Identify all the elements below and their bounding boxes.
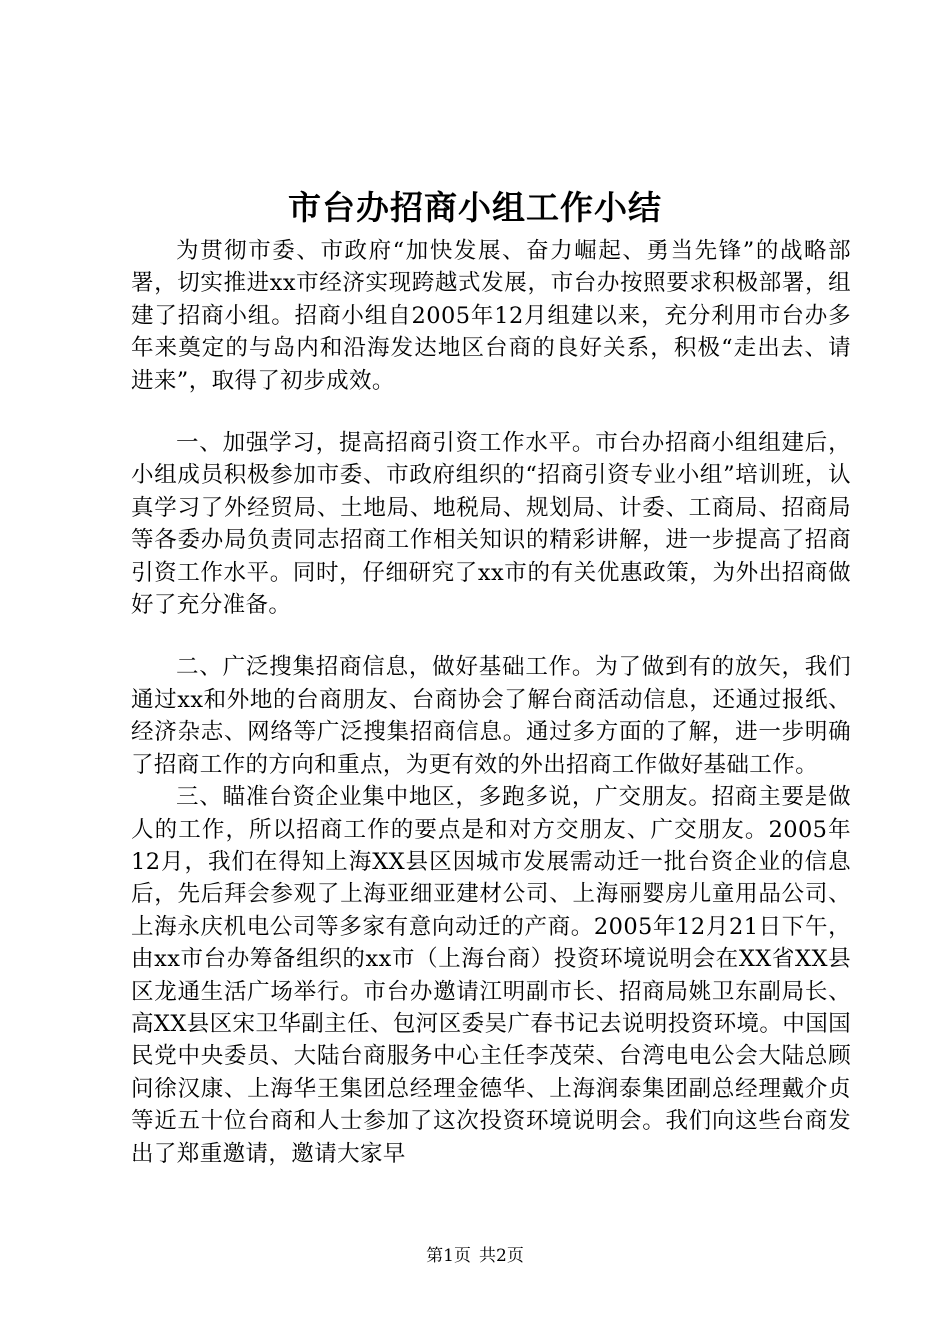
section-one-paragraph: 一、加强学习，提高招商引资工作水平。市台办招商小组组建后，小组成员积极参加市委、市政府组织的“招商引资专业小组”培训班，认真学习了外经贸局、土地局、地税局、规划局、计委、工商局、招商局等各委办局负责同志招商工作相关知识的精彩讲解，进一步提高了招商引资工作水平。同时，仔细研究了xx市的有关优惠政策，为外出招商做好了充分准备。 xyxy=(131,430,851,619)
document-title: 市台办招商小组工作小结 xyxy=(288,188,662,227)
page-number: 第1页 xyxy=(426,1246,471,1266)
section-three-paragraph: 三、瞄准台资企业集中地区，多跑多说，广交朋友。招商主要是做人的工作，所以招商工作的要点是和对方交朋友、广交朋友。2005年12月，我们在得知上海XX县区因城市发展需动迁一批台资企业的信息后，先后拜会参观了上海亚细亚建材公司、上海丽婴房儿童用品公司、上海永庆机电公司等多家有意向动迁的产商。2005年12月21日下午，由xx市台办筹备组织的xx市（上海台商）投资环境说明会在XX省XX县区龙通生活广场举行。市台办邀请江明副市长、招商局姚卫东副局长、高XX县区宋卫华副主任、包河区委吴广春书记去说明投资环境。中国国民党中央委员、大陆台商服务中心主任李茂荣、台湾电电公会大陆总顾问徐汉康、上海华王集团总经理金德华、上海润泰集团副总经理戴介贞等近五十位台商和人士参加了这次投资环境说明会。我们向这些台商发出了郑重邀请，邀请大家早 xyxy=(131,784,851,1167)
page-footer xyxy=(0,1244,950,1268)
intro-paragraph: 为贯彻市委、市政府“加快发展、奋力崛起、勇当先锋”的战略部署，切实推进xx市经济实现跨越式发展，市台办按照要求积极部署，组建了招商小组。招商小组自2005年12月组建以来，充分利用市台办多年来奠定的与岛内和沿海发达地区台商的良好关系，积极“走出去、请进来”，取得了初步成效。 xyxy=(131,238,851,394)
page-total: 共2页 xyxy=(479,1246,524,1266)
document-body xyxy=(131,235,851,1170)
section-two-paragraph: 二、广泛搜集招商信息，做好基础工作。为了做到有的放矢，我们通过xx和外地的台商朋友、台商协会了解台商活动信息，还通过报纸、经济杂志、网络等广泛搜集招商信息。通过多方面的了解，进一步明确了招商工作的方向和重点，为更有效的外出招商工作做好基础工作。 xyxy=(131,654,851,778)
